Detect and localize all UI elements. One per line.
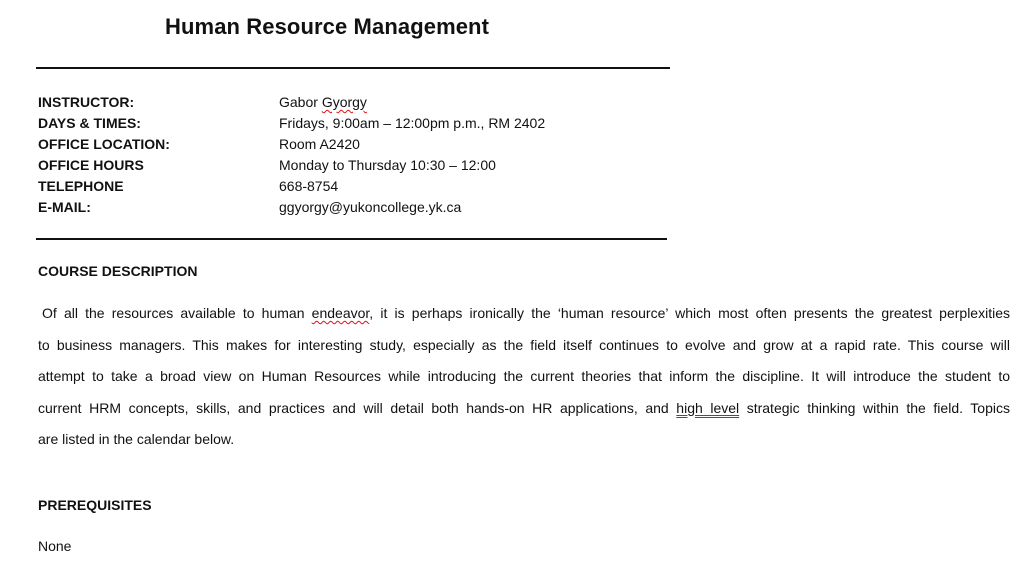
bottom-divider <box>36 238 667 240</box>
instructor-value <box>279 92 367 113</box>
telephone-value: 668-8754 <box>279 178 339 194</box>
document-title: Human Resource Management <box>165 14 490 39</box>
prerequisites-value: None <box>38 538 72 554</box>
description-line-4 <box>38 393 1010 425</box>
course-description-paragraph <box>38 298 1010 456</box>
office-location-label: OFFICE LOCATION: <box>38 136 170 152</box>
description-line-3: attempt to take a broad view on Human Resources while introducing the current theories that inform the discipline. It will introduce the student to <box>38 368 1010 384</box>
description-line-1 <box>38 298 1010 330</box>
prerequisites-heading: PREREQUISITES <box>38 497 152 513</box>
days-times-label: DAYS & TIMES: <box>38 115 141 131</box>
description-line-5: are listed in the calendar below. <box>38 431 235 447</box>
course-description-heading: COURSE DESCRIPTION <box>38 263 198 279</box>
email-label: E-MAIL: <box>38 199 91 215</box>
description-line-1-end: , it is perhaps ironically the ‘human resource’ which most often presents the greatest perplexities <box>369 305 1010 321</box>
description-line-2: to business managers. This makes for interesting study, especially as the field itself continues to evolve and grow at a rapid rate. This course will <box>38 336 1010 353</box>
instructor-first-name: Gabor <box>279 94 322 110</box>
days-times-value: Fridays, 9:00am – 12:00pm p.m., RM 2402 <box>279 115 546 131</box>
top-divider <box>36 67 670 69</box>
description-line-4-end: strategic thinking within the field. Topics <box>739 399 1010 416</box>
telephone-label: TELEPHONE <box>38 178 124 194</box>
office-hours-label: OFFICE HOURS <box>38 157 144 173</box>
description-line-4-start: current HRM concepts, skills, and practices and will detail both hands-on HR applications, and <box>38 399 677 416</box>
grammar-flag-high-level: high level <box>676 399 740 416</box>
office-location-value: Room A2420 <box>279 136 360 152</box>
instructor-last-name-misspelled: Gyorgy <box>321 94 367 110</box>
email-value: ggyorgy@yukoncollege.yk.ca <box>279 199 462 215</box>
office-hours-value: Monday to Thursday 10:30 – 12:00 <box>279 157 496 173</box>
description-line-1-start: Of all the resources available to human <box>42 305 312 321</box>
instructor-label: INSTRUCTOR: <box>38 94 135 110</box>
misspelled-word-endeavor: endeavor <box>311 305 370 321</box>
